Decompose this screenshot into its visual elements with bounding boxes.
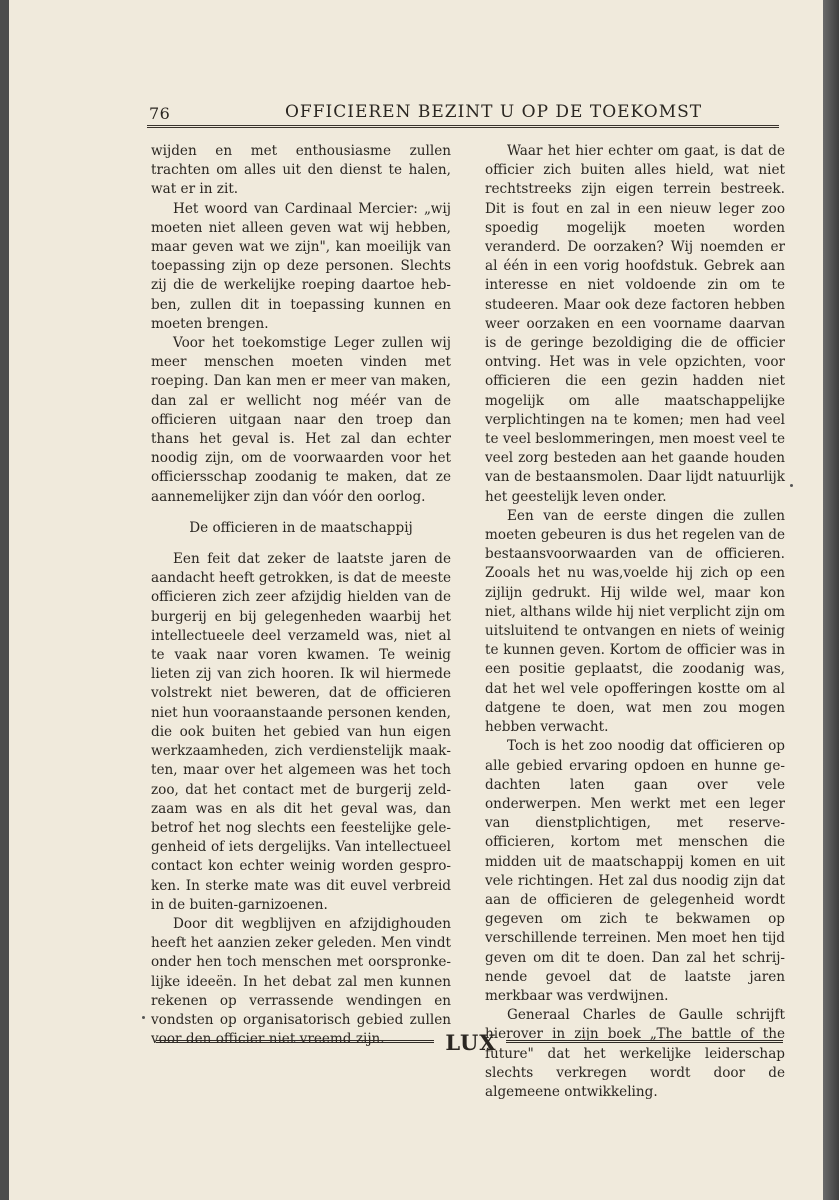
running-title: OFFICIEREN BEZINT U OP DE TOEKOMST bbox=[285, 102, 703, 122]
paragraph: Generaal Charles de Gaulle schrijft hierover in zijn boek „The battle of the future" dat het werkelijke leiderschap slechts verkregen wordt door de algemeene ontwikkeling. bbox=[485, 1007, 785, 1100]
page-edge bbox=[823, 0, 839, 1200]
paragraph: Een van de eerste dingen die zullen moeten gebeuren is dus het regelen van de bestaansvoorwaarden van de officieren. Zooals het nu was,voelde hij zich op een zijlijn gedrukt. Hij wilde wel, maar kon niet, althans wilde hij niet verplicht zijn om uitsluitend te ontvangen en niets of weinig te kunnen geven. Kortom de officier was in een positie geplaatst, die zoodanig was, dat het wel vele opofferingen kostte om al datgene te doen, wat men zou mogen hebben verwacht. bbox=[485, 507, 785, 736]
page-footer bbox=[156, 1030, 783, 1060]
right-column bbox=[485, 142, 785, 1102]
footer-rule-right bbox=[506, 1040, 783, 1043]
paragraph: wijden en met enthousiasme zullen trachten om alles uit den dienst te halen, wat er in zit. bbox=[151, 143, 451, 198]
paragraph: Door dit wegblijven en afzijdighouden heeft het aanzien zeker geleden. Men vindt onder hen toch menschen met oorspronkelijke ideeën. In het debat zal men kunnen rekenen op verrassende wendingen en vondsten op organisatorisch gebied zullen voor den officier niet vreemd zijn. bbox=[151, 915, 451, 1048]
paragraph: Het woord van Cardinaal Mercier: „wij moeten niet alleen geven wat wij hebben, maar geven wat we zijn", kan moeilijk van toepassing zijn op deze personen. Slechts zij die de werkelijke roeping daartoe hebben, zullen dit in toepassing kunnen en moeten brengen. bbox=[151, 200, 451, 332]
page-header bbox=[147, 100, 779, 130]
footer-rule-left bbox=[156, 1040, 434, 1043]
ink-speck bbox=[790, 484, 793, 487]
document-page bbox=[9, 0, 823, 1200]
paragraph: Toch is het zoo noodig dat officieren op alle gebied ervaring opdoen en hunne gedachten laten gaan over vele onderwerpen. Men werkt met een leger van dienstplichtigen, met reserve-officieren, kortom met menschen die midden uit de maatschappij komen en uit vele richtingen. Het zal dus noodig zijn dat aan de officieren de gelegenheid wordt gegeven om zich te bekwamen op verschillende terreinen. Men moet hen tijd geven om dit te doen. Dan zal het schrijnende gevoel dat de laatste jaren merkbaar was verdwijnen. bbox=[485, 738, 785, 1004]
section-heading: De officieren in de maatschappij bbox=[189, 519, 413, 536]
ink-speck bbox=[142, 1016, 145, 1019]
header-rule bbox=[147, 125, 779, 128]
paragraph: Waar het hier echter om gaat, is dat de officier zich buiten alles hield, wat niet rechtstreeks zijn eigen terrein bestreek. Dit is fout en zal in een nieuw leger zoo spoedig mogelijk moeten worden veranderd. De oorzaken? Wij noemden er al één in een vorig hoofdstuk. Gebrek aan interesse en niet voldoende zin om te studeeren. Maar ook deze factoren hebben weer oorzaken en een voorname daarvan is de geringe bezoldiging die de officier ontving. Het was in vele opzichten, voor officieren die een gezin hadden niet mogelijk om alle maatschappelijke verplichtingen na te komen; men had veel te veel beslommeringen, men moest veel te veel zorg besteden aan het gaande houden van de bestaansmolen. Daar lijdt natuurlijk het geestelijk leven onder. bbox=[485, 143, 785, 505]
lux-logo: LUX bbox=[445, 1030, 497, 1055]
paragraph: Een feit dat zeker de laatste jaren de aandacht heeft getrokken, is dat de meeste officieren zich zeer afzijdig hielden van de burgerij en bij gelegenheden waarbij het intellectueele deel verzameld was, niet al te vaak naar voren kwamen. Te weinig lieten zij van zich hooren. Ik wil hiermede volstrekt niet beweren, dat de officieren niet hun vooraanstaande personen kenden, die ook buiten het gebied van hun eigen werkzaamheden, zich verdienstelijk maakten, maar over het algemeen was het toch zoo, dat het contact met de burgerij zeldzaam was en als dit het geval was, dan betrof het nog slechts een feestelijke gelegenheid of iets dergelijks. Van intellectueel contact kon echter weinig worden gesproken. In sterke mate was dit euvel verbreid in de buiten-garnizoenen. bbox=[151, 551, 451, 913]
page-number: 76 bbox=[149, 104, 171, 123]
paragraph: Voor het toekomstige Leger zullen wij meer menschen moeten vinden met roeping. Dan kan men er meer van maken, dan zal er wellicht nog méér van de officieren uitgaan naar den troep dan thans het geval is. Het zal dan echter noodig zijn, om de voorwaarden voor het officiersschap zoodanig te maken, dat ze aannemelijker zijn dan vóór den oorlog. bbox=[151, 335, 451, 505]
left-column bbox=[151, 142, 451, 1049]
